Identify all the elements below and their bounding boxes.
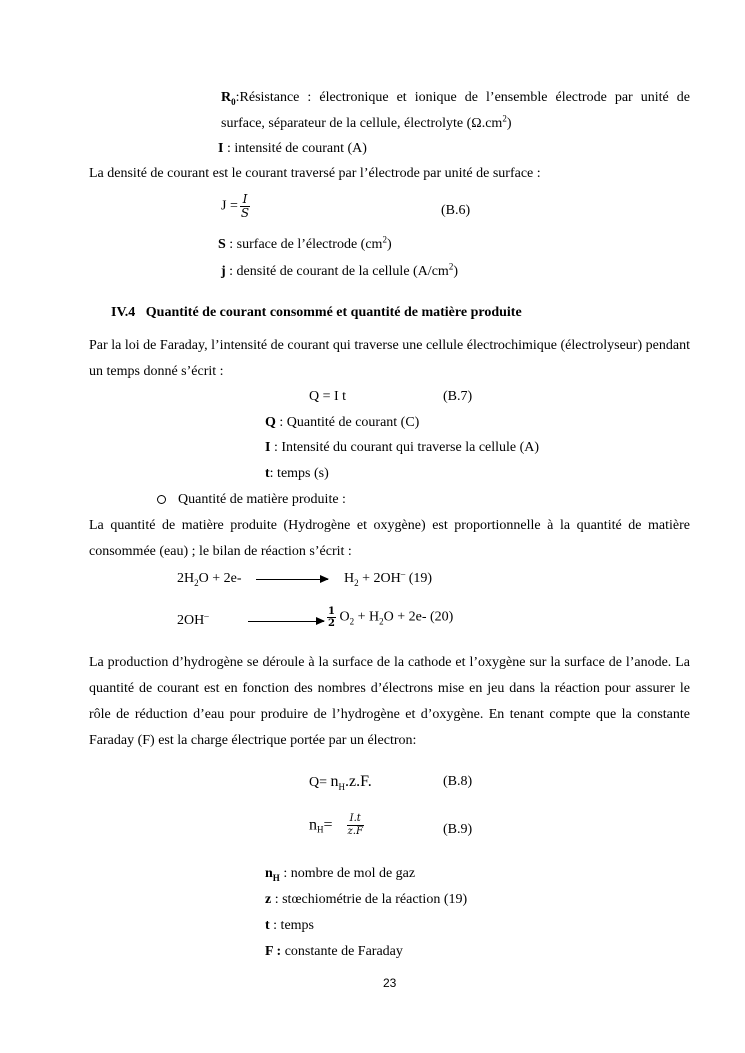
- equation-b7: Q = I t: [309, 389, 347, 404]
- s-definition: S : surface de l’électrode $(cm^2)$: [218, 234, 392, 252]
- equation-b9: $n_H=$ $\frac{I.t}{z.F}$: [309, 813, 363, 837]
- r0-definition-line1: $R_0:Résistance$ : électronique et ionique de l’ensemble électrode par unité de: [221, 90, 690, 107]
- reaction-arrow-icon: [256, 579, 328, 580]
- r0-symbol: $R_0$: [221, 90, 236, 107]
- equation-b9-label: (B.9): [443, 822, 473, 837]
- equation-b8-label: (B.8): [443, 774, 473, 789]
- density-intro: La densité de courant est le courant traversé par l’électrode par unité de surface :: [89, 166, 541, 181]
- i-definition: I : intensité de courant (A): [218, 141, 367, 156]
- reaction-19-lhs: $2H_2O + 2e-$: [177, 571, 242, 588]
- reaction-20-lhs: 2OH–: [177, 610, 209, 628]
- i-current-definition: I : Intensité du courant qui traverse la cellule (A): [265, 440, 540, 455]
- reaction-19-rhs: $H_2 + 2OH^-$ (19): [344, 568, 433, 588]
- equation-b6: J = $\frac{I}{S}$: [221, 192, 250, 220]
- production-paragraph: La production d’hydrogène se déroule à la surface de la cathode et l’oxygène sur la surface de l’anode. La quantité de courant est en fonction des nombres d’électrons mise en jeu dans la réaction pour assurer le rôle de réduction d’eau pour produire de l’hydrogène et d’oxygène. En tenant compte que la constante Faraday (F) est la charge électrique portée par un électron:: [89, 655, 690, 748]
- t-definition: t: temps (s): [265, 466, 329, 481]
- bullet-circle-icon: [157, 495, 166, 504]
- faraday-paragraph: Par la loi de Faraday, l’intensité de courant qui traverse une cellule électrochimique (électrolyseur) pendant un temps donné s’écrit :: [89, 338, 690, 379]
- t-time-definition: t : temps: [265, 918, 315, 933]
- page-number: 23: [383, 976, 397, 990]
- matter-paragraph: La quantité de matière produite (Hydrogène et oxygène) est proportionnelle à la quantité de matière consommée (eau) ; le bilan de réaction s’écrit :: [89, 518, 690, 559]
- section-heading: IV.4 Quantité de courant consommé et quantité de matière produite: [111, 305, 522, 320]
- reaction-20-rhs: $\frac{1}{2}$ $O_2 + H_2O + 2e-$ (20): [328, 606, 454, 629]
- q-definition: Q : Quantité de courant (C): [265, 415, 420, 430]
- z-definition: z : stœchiométrie de la réaction (19): [265, 892, 468, 907]
- reaction-arrow-icon: [248, 621, 324, 622]
- equation-b8: $Q= n_H.z.F$.: [309, 773, 372, 792]
- r0-definition-line2: surface, séparateur de la cellule, électrolyte $(\Omega.cm^2)$: [221, 113, 512, 131]
- equation-b7-label: (B.7): [443, 389, 473, 404]
- j-definition: j : densité de courant de la cellule $(A/cm^2)$: [221, 261, 458, 279]
- bullet-item: Quantité de matière produite :: [157, 492, 346, 508]
- f-definition: F : constante de Faraday: [265, 944, 403, 959]
- equation-b6-label: (B.6): [441, 203, 471, 218]
- nh-definition: $n_H$ : nombre de mol de gaz: [265, 866, 416, 883]
